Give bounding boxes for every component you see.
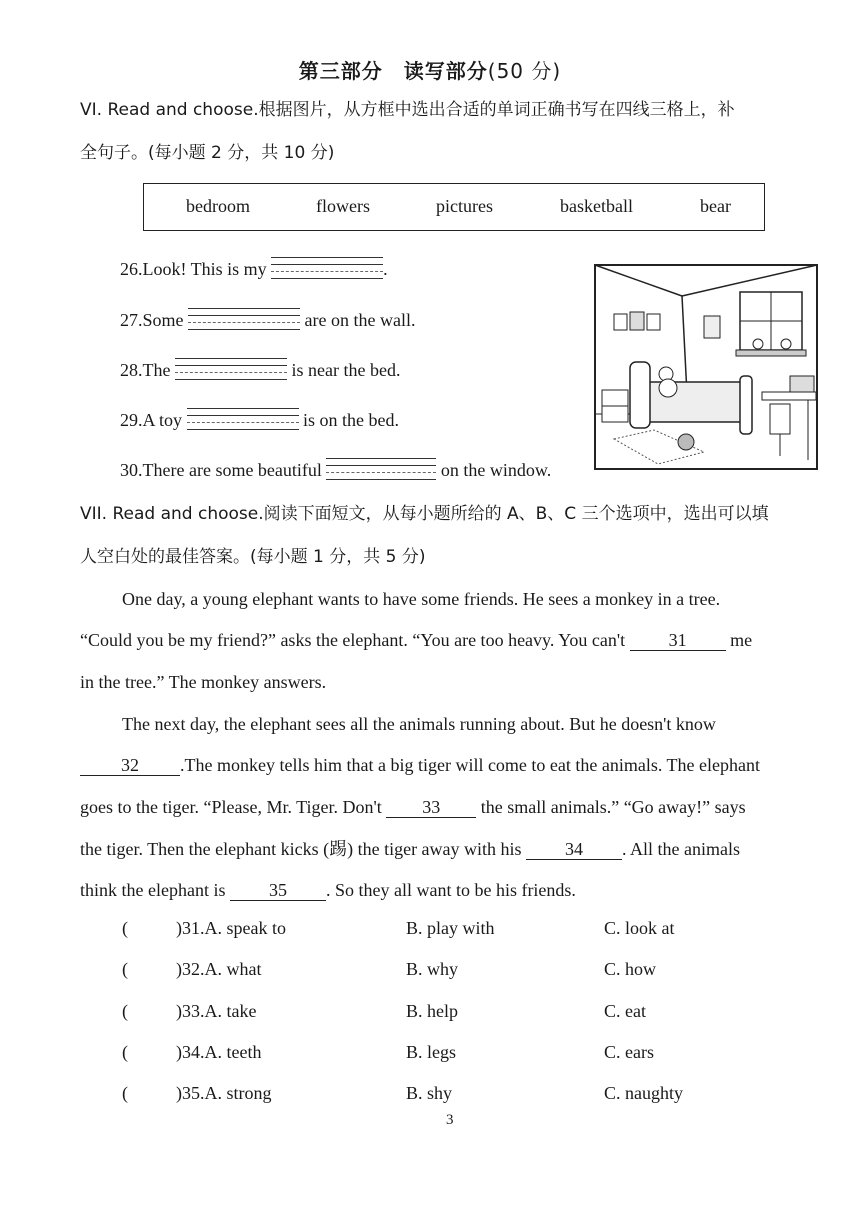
question-29 <box>120 408 399 432</box>
passage-text: goes to the tiger. “Please, Mr. Tiger. Don't <box>80 797 382 817</box>
section6-instruction-line1: VI. Read and choose.根据图片，从方框中选出合适的单词正确书写在四线三格上，补 <box>80 100 735 120</box>
four-line-answer-29[interactable] <box>187 408 299 432</box>
passage-line: The next day, the elephant sees all the animals running about. But he doesn't know <box>122 714 716 734</box>
word-bank-item: pictures <box>436 196 493 216</box>
passage-text: the tiger. Then the elephant kicks (踢) the tiger away with his <box>80 839 522 859</box>
blank-32[interactable]: 32 <box>80 755 180 776</box>
passage-line <box>80 786 825 828</box>
question-28-text: 28.The <box>120 360 171 380</box>
passage-text: “Could you be my friend?” asks the elephant. “You are too heavy. You can't <box>80 630 626 650</box>
option-34-c[interactable]: C. ears <box>604 1042 654 1062</box>
question-26-end: . <box>383 259 388 279</box>
four-line-answer-27[interactable] <box>188 308 300 332</box>
four-line-answer-28[interactable] <box>175 358 287 382</box>
four-line-answer-26[interactable] <box>271 257 383 281</box>
question-30 <box>120 458 551 482</box>
question-27-text: 27.Some <box>120 310 184 330</box>
word-bank-item: bedroom <box>186 196 250 216</box>
option-32-c[interactable]: C. how <box>604 959 657 979</box>
question-30-end: on the window. <box>440 460 552 480</box>
question-28-end: is near the bed. <box>291 360 401 380</box>
answer-paren-34[interactable]: ( <box>122 1042 128 1062</box>
passage-text: me <box>730 630 753 650</box>
option-31-a[interactable]: )31.A. speak to <box>176 918 286 938</box>
passage-line <box>80 744 825 786</box>
passage-text: think the elephant is <box>80 880 226 900</box>
passage-text: the small animals.” “Go away!” says <box>480 797 746 817</box>
option-31-b[interactable]: B. play with <box>406 918 495 938</box>
answer-paren-32[interactable]: ( <box>122 959 128 979</box>
blank-31[interactable]: 31 <box>630 630 726 651</box>
word-bank-item: bear <box>700 196 731 216</box>
blank-34[interactable]: 34 <box>526 839 622 860</box>
question-28 <box>120 358 400 382</box>
section6-instruction-line2: 全句子。(每小题 2 分，共 10 分) <box>80 143 335 163</box>
option-34-b[interactable]: B. legs <box>406 1042 457 1062</box>
answer-paren-33[interactable]: ( <box>122 1001 128 1021</box>
option-35-b[interactable]: B. shy <box>406 1083 453 1103</box>
question-29-end: is on the bed. <box>303 410 400 430</box>
word-bank-box <box>143 183 765 231</box>
word-bank-item: flowers <box>316 196 370 216</box>
bedroom-illustration <box>594 264 818 470</box>
passage-text: .The monkey tells him that a big tiger will come to eat the animals. The elephant <box>180 755 761 775</box>
option-32-b[interactable]: B. why <box>406 959 459 979</box>
section7-instruction-line1: VII. Read and choose.阅读下面短文，从每小题所给的 A、B、C 三个选项中，选出可以填 <box>80 504 769 524</box>
passage-line <box>80 619 825 661</box>
question-30-text: 30.There are some beautiful <box>120 460 322 480</box>
four-line-answer-30[interactable] <box>326 458 436 482</box>
blank-33[interactable]: 33 <box>386 797 476 818</box>
passage-text: . So they all want to be his friends. <box>325 880 576 900</box>
answer-paren-35[interactable]: ( <box>122 1083 128 1103</box>
passage-line <box>80 869 825 911</box>
section-title-main: 第三部分 读写部分 <box>298 59 488 83</box>
answer-paren-31[interactable]: ( <box>122 918 128 938</box>
passage-text: . All the animals <box>622 839 741 859</box>
blank-35[interactable]: 35 <box>230 880 326 901</box>
question-26-text: 26.Look! This is my <box>120 259 267 279</box>
page-number: 3 <box>446 1112 454 1128</box>
section-title <box>0 55 860 84</box>
question-27 <box>120 308 415 332</box>
option-33-b[interactable]: B. help <box>406 1001 458 1021</box>
option-33-a[interactable]: )33.A. take <box>176 1001 257 1021</box>
passage-line: in the tree.” The monkey answers. <box>80 672 327 692</box>
option-35-c[interactable]: C. naughty <box>604 1083 683 1103</box>
option-33-c[interactable]: C. eat <box>604 1001 646 1021</box>
section-title-score: (50 分) <box>487 59 562 83</box>
section7-instruction-line2: 人空白处的最佳答案。(每小题 1 分，共 5 分) <box>80 547 426 567</box>
option-34-a[interactable]: )34.A. teeth <box>176 1042 262 1062</box>
question-26 <box>120 257 388 281</box>
word-bank-item: basketball <box>560 196 633 216</box>
question-29-text: 29.A toy <box>120 410 183 430</box>
passage-line: One day, a young elephant wants to have some friends. He sees a monkey in a tree. <box>122 589 721 609</box>
option-35-a[interactable]: )35.A. strong <box>176 1083 272 1103</box>
question-27-end: are on the wall. <box>304 310 416 330</box>
option-31-c[interactable]: C. look at <box>604 918 675 938</box>
option-32-a[interactable]: )32.A. what <box>176 959 262 979</box>
passage-line <box>80 828 825 870</box>
